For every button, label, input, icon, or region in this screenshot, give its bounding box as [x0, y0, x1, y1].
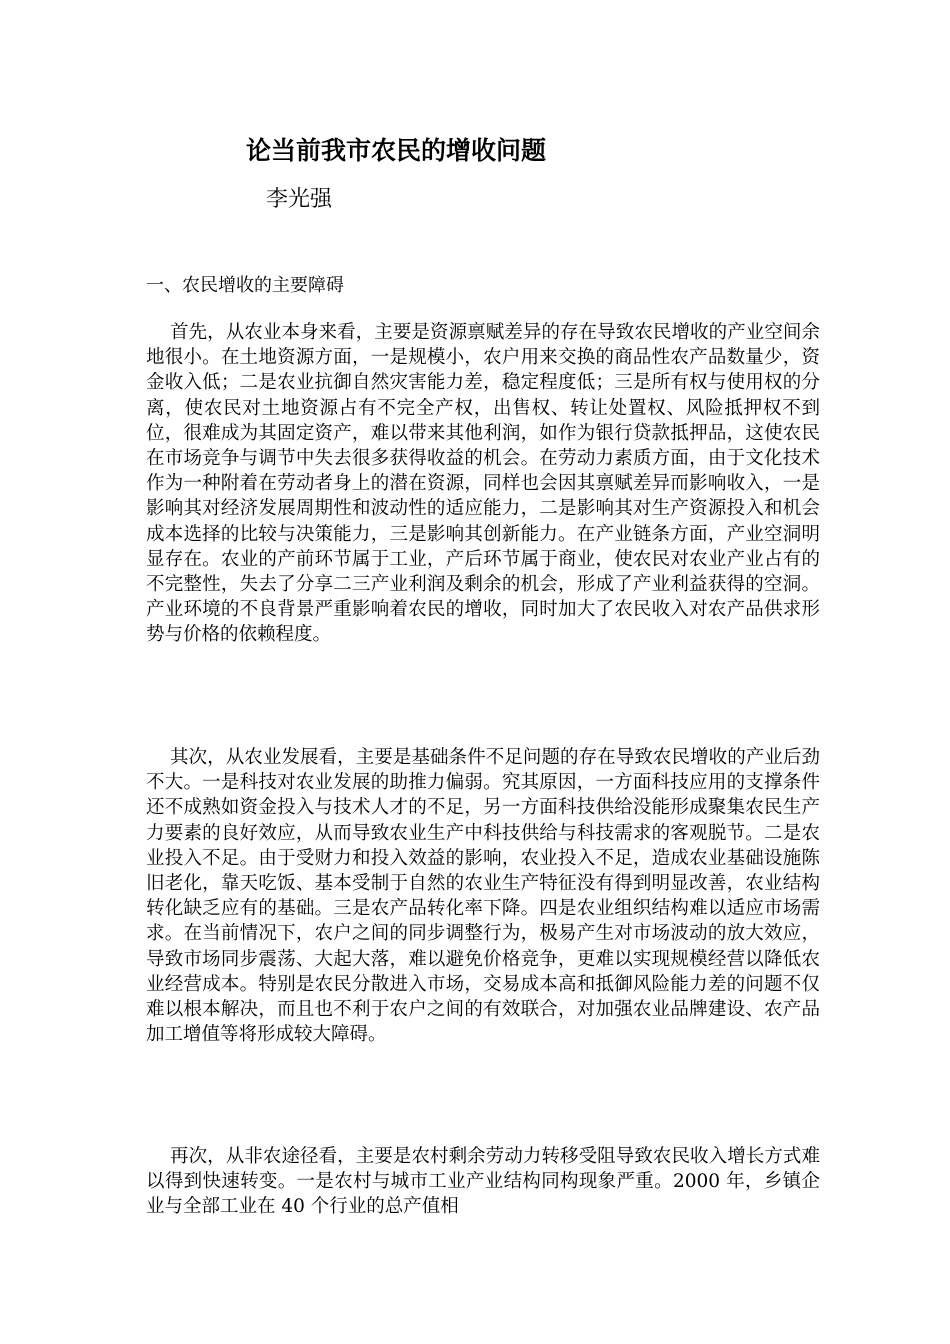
section-heading: 一、农民增收的主要障碍 [146, 275, 344, 296]
paragraph-2: 其次，从农业发展看，主要是基础条件不足问题的存在导致农民增收的产业后劲不大。一是科技对农业发展的助推力偏弱。究其原因，一方面科技应用的支撑条件还不成熟如资金投入与技术人才的不足，另一方面科技供给没能形成聚集农民生产力要素的良好效应，从而导致农业生产中科技供给与科技需求的客观脱节。二是农业投入不足。由于受财力和投入效益的影响，农业投入不足，造成农业基础设施陈旧老化，靠天吃饭、基本受制于自然的农业生产特征没有得到明显改善，农业结构转化缺乏应有的基础。三是农产品转化率下降。四是农业组织结构难以适应市场需求。在当前情况下，农户之间的同步调整行为，极易产生对市场波动的放大效应，导致市场同步震荡、大起大落，难以避免价格竞争，更难以实现规模经营以降低农业经营成本。特别是农民分散进入市场，交易成本高和抵御风险能力差的问题不仅难以根本解决，而且也不利于农户之间的有效联合，对加强农业品牌建设、农产品加工增值等将形成较大障碍。 [146, 747, 820, 1046]
author-name: 李光强 [266, 187, 333, 212]
paragraph-3: 再次，从非农途径看，主要是农村剩余劳动力转移受阻导致农民收入增长方式难以得到快速转变。一是农村与城市工业产业结构同构现象严重。2000 年，乡镇企业与全部工业在 40 个行业的总产值相 [146, 1146, 820, 1218]
paragraph-1: 首先，从农业本身来看，主要是资源禀赋差异的存在导致农民增收的产业空间余地很小。在土地资源方面，一是规模小，农户用来交换的商品性农产品数量少，资金收入低；二是农业抗御自然灾害能力差，稳定程度低；三是所有权与使用权的分离，使农民对土地资源占有不完全产权，出售权、转让处置权、风险抵押权不到位，很难成为其固定资产，难以带来其他利润，如作为银行贷款抵押品，这使农民在市场竞争与调节中失去很多获得收益的机会。在劳动力素质方面，由于文化技术作为一种附着在劳动者身上的潜在资源，同样也会因其禀赋差异而影响收入，一是影响其对经济发展周期性和波动性的适应能力，二是影响其对生产资源投入和机会成本选择的比较与决策能力，三是影响其创新能力。在产业链条方面，产业空洞明显存在。农业的产前环节属于工业，产后环节属于商业，使农民对农业产业占有的不完整性，失去了分享二三产业利润及剩余的机会，形成了产业利益获得的空洞。产业环境的不良背景严重影响着农民的增收，同时加大了农民收入对农产品供求形势与价格的依赖程度。 [146, 322, 820, 646]
document-title: 论当前我市农民的增收问题 [246, 136, 547, 165]
